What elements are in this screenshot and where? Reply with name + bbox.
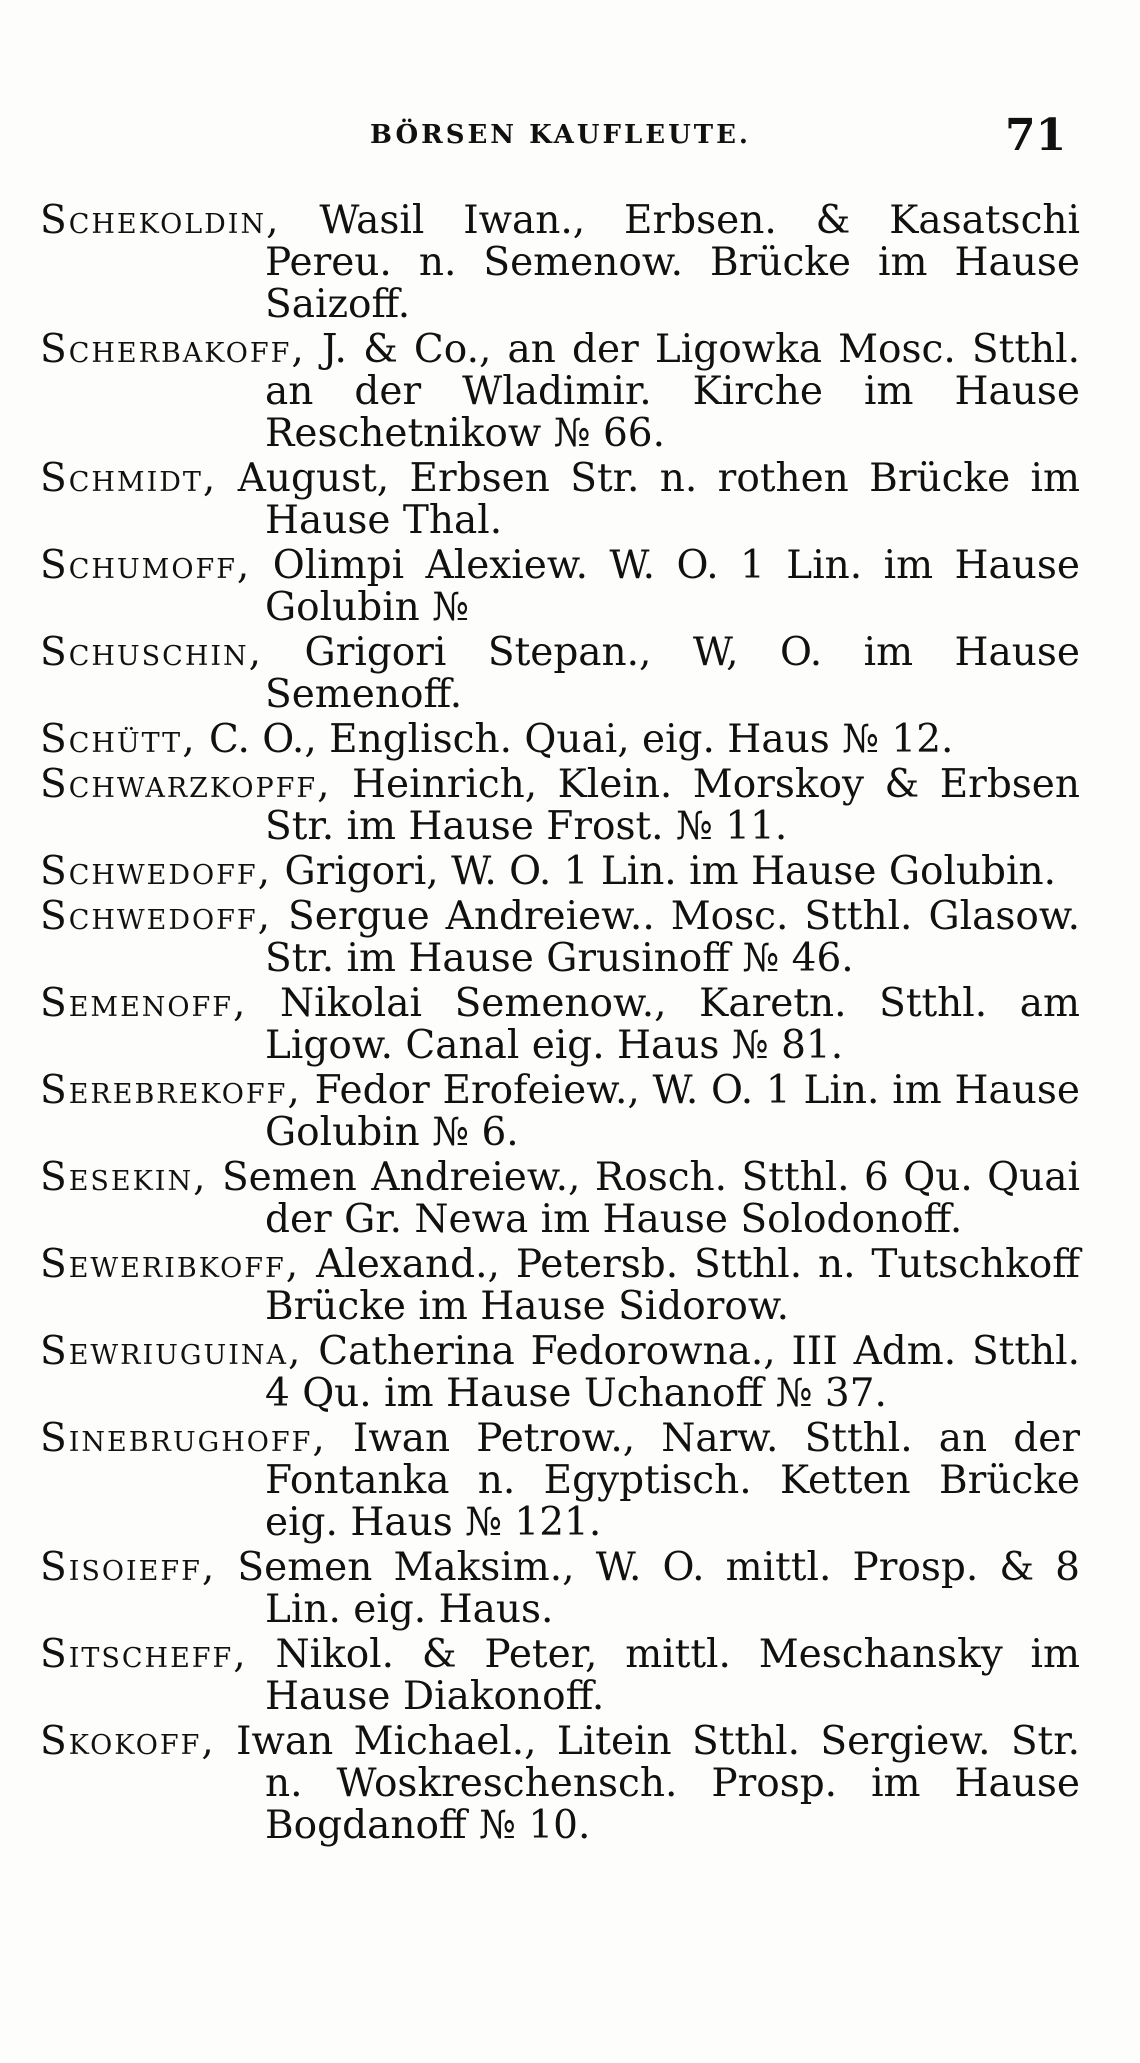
merchant-name: Schuschin,	[40, 630, 264, 675]
merchant-name: Schwedoff,	[40, 894, 273, 939]
directory-entry	[40, 329, 1080, 455]
merchant-name: Seweribkoff,	[40, 1242, 301, 1287]
merchant-name: Schütt,	[40, 717, 197, 762]
directory-entry	[40, 1244, 1080, 1328]
merchant-details: Heinrich, Klein. Morskoy & Erbsen Str. im Hause Frost. № 11.	[265, 762, 1080, 849]
merchant-name: Sesekin,	[40, 1155, 208, 1200]
merchant-name: Schwedoff,	[40, 849, 273, 894]
merchant-details: Nikol. & Peter, mittl. Meschansky im Hause Diakonoff.	[265, 1632, 1080, 1719]
merchant-name: Sinebrughoff,	[40, 1416, 327, 1461]
merchant-name: Schmidt,	[40, 456, 218, 501]
directory-entry	[40, 632, 1080, 716]
merchant-name: Semenoff,	[40, 981, 248, 1026]
merchant-name: Sewriuguina,	[40, 1329, 303, 1374]
merchant-details: Fedor Erofeiew., W. O. 1 Lin. im Hause Golubin № 6.	[265, 1068, 1080, 1155]
merchant-details: August, Erbsen Str. n. rothen Brücke im Hause Thal.	[237, 456, 1080, 543]
directory-entry	[40, 851, 1080, 893]
directory-entry	[40, 458, 1080, 542]
merchant-details: Grigori, W. O. 1 Lin. im Hause Golubin.	[284, 849, 1057, 894]
merchant-details: Wasil Iwan., Erbsen. & Kasatschi Pereu. n. Semenow. Brücke im Hause Saizoff.	[265, 198, 1080, 327]
merchant-details: Alexand., Petersb. Stthl. n. Tutschkoff Brücke im Hause Sidorow.	[265, 1242, 1080, 1329]
merchant-details: Semen Andreiew., Rosch. Stthl. 6 Qu. Quai der Gr. Newa im Hause Solodonoff.	[221, 1155, 1080, 1242]
directory-entry	[40, 1547, 1080, 1631]
merchant-name: Schwarzkopff,	[40, 762, 332, 807]
directory-entry	[40, 545, 1080, 629]
directory-entry	[40, 983, 1080, 1067]
directory-entry	[40, 1418, 1080, 1544]
merchant-name: Schumoff,	[40, 543, 252, 588]
section-title: BÖRSEN KAUFLEUTE.	[370, 120, 751, 150]
directory-entry	[40, 764, 1080, 848]
running-head	[0, 110, 1140, 180]
page-number: 71	[1005, 110, 1067, 161]
merchant-name: Sisoieff,	[40, 1545, 217, 1590]
directory-entry	[40, 1070, 1080, 1154]
directory-entry	[40, 1721, 1080, 1847]
merchant-details: Nikolai Semenow., Karetn. Stthl. am Ligow. Canal eig. Haus № 81.	[265, 981, 1080, 1068]
directory-entry	[40, 1157, 1080, 1241]
merchant-details: Grigori Stepan., W, O. im Hause Semenoff.	[265, 630, 1080, 717]
merchant-name: Scherbakoff,	[40, 327, 306, 372]
merchant-name: Serebrekoff,	[40, 1068, 302, 1113]
merchant-name: Schekoldin,	[40, 198, 281, 243]
merchant-name: Skokoff,	[40, 1719, 216, 1764]
directory-entry	[40, 719, 1080, 761]
directory-entry	[40, 896, 1080, 980]
merchant-name: Sitscheff,	[40, 1632, 248, 1677]
merchant-details: Catherina Fedorowna., III Adm. Stthl. 4 Qu. im Hause Uchanoff № 37.	[265, 1329, 1080, 1416]
merchant-details: Iwan Michael., Litein Stthl. Sergiew. Str. n. Woskreschensch. Prosp. im Hause Bogdanoff № 10.	[236, 1719, 1080, 1848]
directory-entry	[40, 200, 1080, 326]
merchant-details: Semen Maksim., W. O. mittl. Prosp. & 8 Lin. eig. Haus.	[237, 1545, 1080, 1632]
merchant-details: C. O., Englisch. Quai, eig. Haus № 12.	[209, 717, 954, 762]
merchant-details: Sergue Andreiew.. Mosc. Stthl. Glasow. Str. im Hause Grusinoff № 46.	[265, 894, 1080, 981]
directory-entries	[40, 200, 1080, 1850]
merchant-details: J. & Co., an der Ligowka Mosc. Stthl. an der Wladimir. Kirche im Hause Reschetnikow № 66.	[265, 327, 1080, 456]
merchant-details: Iwan Petrow., Narw. Stthl. an der Fontanka n. Egyptisch. Ketten Brücke eig. Haus № 121.	[265, 1416, 1080, 1545]
directory-entry	[40, 1634, 1080, 1718]
directory-entry	[40, 1331, 1080, 1415]
merchant-details: Olimpi Alexiew. W. O. 1 Lin. im Hause Golubin №	[265, 543, 1080, 630]
